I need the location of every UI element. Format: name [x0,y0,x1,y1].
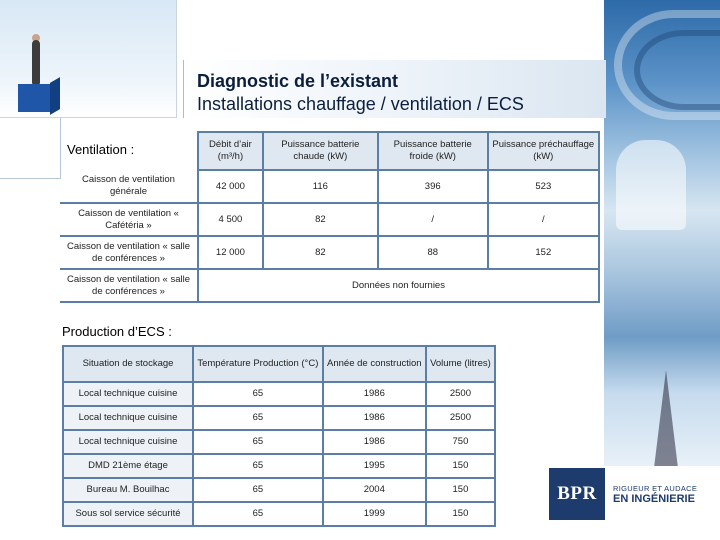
ecs-location-cell: DMD 21ème étage [63,454,193,478]
table-cell: 82 [263,203,378,236]
ecs-location-cell: Sous sol service sécurité [63,502,193,526]
ecs-header-cell: Année de construction [323,346,426,382]
table-cell: 82 [263,236,378,269]
table-cell: 750 [426,430,495,454]
ecs-label: Production d’ECS : [62,324,172,339]
ecs-header-cell: Température Production (°C) [193,346,323,382]
cube-side-shape [50,77,60,115]
table-cell: 1986 [323,382,426,406]
ventilation-header-cell: Puissance batterie froide (kW) [378,132,488,170]
table-cell: 4 500 [198,203,263,236]
header-photo-cube [0,0,177,118]
table-cell: 1986 [323,406,426,430]
ventilation-row-name: Caisson de ventilation « Cafétéria » [60,203,198,236]
ecs-location-cell: Local technique cuisine [63,406,193,430]
ventilation-label: Ventilation : [67,142,135,157]
table-row [63,382,495,406]
table-row [60,203,599,236]
table-row [63,406,495,430]
ecs-header-row [63,346,495,382]
table-cell: 65 [193,478,323,502]
ventilation-header-cell: Puissance batterie chaude (kW) [263,132,378,170]
table-cell: 88 [378,236,488,269]
title-line-2: Installations chauffage / ventilation / ECS [197,94,524,114]
table-cell: 152 [488,236,599,269]
ecs-header-cell: Situation de stockage [63,346,193,382]
no-data-cell: Données non fournies [198,269,599,302]
table-cell: 1995 [323,454,426,478]
ventilation-row-name: Caisson de ventilation générale [60,170,198,203]
ventilation-header-blank [60,132,198,170]
ecs-header-cell: Volume (litres) [426,346,495,382]
bpr-logo [549,466,720,522]
table-cell: 1999 [323,502,426,526]
slide-title [197,70,524,116]
lab-worker-shape [616,140,686,230]
ecs-table [62,345,496,527]
table-row [63,478,495,502]
ventilation-header-cell: Débit d’air (m³/h) [198,132,263,170]
logo-tagline-1: RIGUEUR ET AUDACE [613,484,698,493]
power-pylon-shape [654,370,678,468]
table-cell: 65 [193,406,323,430]
table-row [60,269,599,302]
ecs-location-cell: Bureau M. Bouilhac [63,478,193,502]
table-cell: 2500 [426,406,495,430]
table-cell: 65 [193,502,323,526]
table-cell: 150 [426,502,495,526]
title-line-1: Diagnostic de l’existant [197,71,399,91]
ventilation-header-row [60,132,599,170]
table-row [60,170,599,203]
logo-tagline-2: EN INGÉNIERIE [613,493,695,505]
table-cell: 42 000 [198,170,263,203]
cube-shape [18,84,50,112]
ventilation-row-name: Caisson de ventilation « salle de conférences » [60,236,198,269]
ecs-location-cell: Local technique cuisine [63,382,193,406]
frame-line-horizontal [0,178,61,179]
table-cell: 1986 [323,430,426,454]
table-cell: 65 [193,454,323,478]
table-cell: 2500 [426,382,495,406]
table-cell: 65 [193,430,323,454]
table-row [60,236,599,269]
table-cell: 12 000 [198,236,263,269]
table-cell: 2004 [323,478,426,502]
table-row [63,430,495,454]
person-shape [32,40,40,84]
ecs-location-cell: Local technique cuisine [63,430,193,454]
table-row [63,454,495,478]
ventilation-header-cell: Puissance préchauffage (kW) [488,132,599,170]
table-row [63,502,495,526]
table-cell: 396 [378,170,488,203]
ventilation-row-name: Caisson de ventilation « salle de conférences » [60,269,198,302]
table-cell: / [378,203,488,236]
table-cell: 523 [488,170,599,203]
ventilation-table [60,131,600,303]
side-photo-strip [604,0,720,468]
table-cell: / [488,203,599,236]
bpr-logo-mark: BPR [549,468,605,520]
table-cell: 150 [426,454,495,478]
table-cell: 150 [426,478,495,502]
table-cell: 65 [193,382,323,406]
table-cell: 116 [263,170,378,203]
